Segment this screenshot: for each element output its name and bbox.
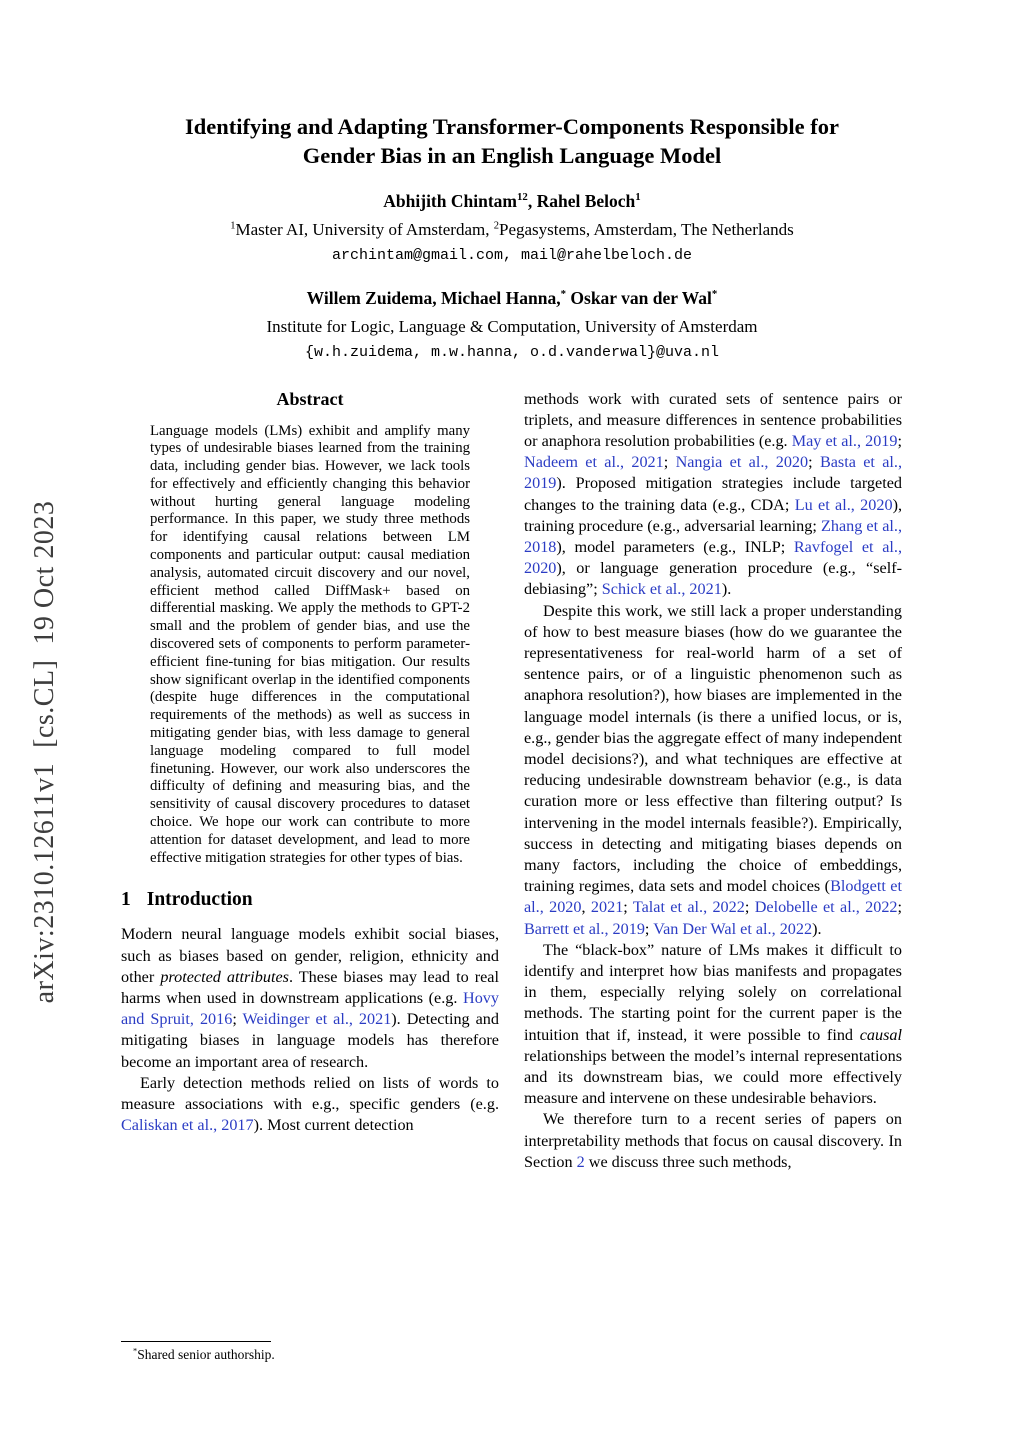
footnote-text: *Shared senior authorship. [133, 1346, 275, 1362]
emphasis-text: causal [859, 1025, 902, 1044]
author-block-1 [121, 191, 903, 264]
paragraph: The “black-box” nature of LMs makes it difficult to identify and interpret how bias manifests and propagates in them, especially relying solely on correlational methods. The starting point for the current paper is the intuition that if, instead, it were possible to find causal relationships between the model’s internal representations and its downstream bias, we could more effectively measure and intervene on these undesirable behaviors. [524, 940, 902, 1108]
citation-link[interactable]: Van Der Wal et al., 2022 [653, 919, 813, 938]
superscript-marker: 1 [635, 190, 641, 203]
two-column-body [121, 389, 903, 1367]
citation-link[interactable]: Blodgett et al., 2020 [524, 877, 902, 917]
introduction-paragraphs-left [121, 924, 499, 1136]
footnote-block [121, 1341, 499, 1363]
citation-link[interactable]: Delobelle et al., 2022 [754, 898, 898, 917]
abstract-text: Language models (LMs) exhibit and amplify many types of undesirable biases learned from the training data, including gender bias. However, we lack tools for effectively and efficiently changing this behavior without hurting general language modeling performance. In this paper, we study three methods for identifying causal relations between LM components and particular output: causal mediation analysis, automated circuit discovery and our novel, efficient method called DiffMask+ based on differential masking. We apply the methods to GPT-2 small and the problem of gender bias, and use the discovered sets of components to perform parameter-efficient fine-tuning for bias mitigation. Our results show significant overlap in the identified components (despite huge differences in the computational requirements of the methods) as well as success in mitigating gender bias, with less damage to general language modeling compared to full model finetuning. However, our work also underscores the difficulty of defining and measuring bias, and the sensitivity of causal discovery procedures to dataset choice. We hope our work can contribute to more attention for dataset development, and lead to more effective mitigation strategies for other types of bias. [150, 422, 470, 866]
affiliation-2: Institute for Logic, Language & Computation, University of Amsterdam [266, 316, 758, 336]
paragraph: Early detection methods relied on lists of words to measure associations with e.g., specific genders (e.g. Caliskan et al., 2017). Most current detection [121, 1073, 499, 1135]
emails-2: {w.h.zuidema, m.w.hanna, o.d.vanderwal}@uva.nl [304, 343, 720, 361]
superscript-marker: * [711, 287, 718, 300]
paragraph: We therefore turn to a recent series of papers on interpretability methods that focus on causal discovery. In Section 2 we discuss three such methods, [524, 1110, 902, 1171]
abstract-heading: Abstract [276, 388, 344, 409]
citation-link[interactable]: May et al., 2019 [791, 431, 898, 450]
emails-1: archintam@gmail.com, mail@rahelbeloch.de [331, 246, 693, 264]
superscript-marker: * [133, 1346, 138, 1355]
superscript-marker: 12 [517, 190, 528, 203]
abstract-section [121, 389, 499, 868]
citation-link[interactable]: Weidinger et al., 2021 [242, 1010, 392, 1029]
authors-line-1: Abhijith Chintam$^{12}$, Rahel Beloch$^1$ [383, 190, 641, 211]
section-number: 1 [121, 889, 131, 911]
paragraph: Despite this work, we still lack a proper understanding of how to best measure biases (how do we guarantee the representativeness for real-world harm of a set of sentence pairs, or of a linguistic phenomenon such as anaphora resolution?), how biases are implemented in the language model internals (is there a unified locus, or is, e.g., gender bias the aggregate effect of many independent model decisions?), and what techniques are effective at reducing undesirable downstream behavior (e.g., is data curation more or less effective than filtering output? Is intervening in the model internals feasible?). Empirically, success in detecting and mitigating biases depends on many factors, including the choice of embeddings, training regimes, data sets and model choices (Blodgett et al., 2020, 2021; Talat et al., 2022; Delobelle et al., 2022; Barrett et al., 2019; Van Der Wal et al., 2022). [524, 601, 903, 938]
citation-link[interactable]: Schick et al., 2021 [601, 580, 722, 599]
arxiv-watermark: arXiv:2310.12611v1 [cs.CL] 19 Oct 2023 [29, 500, 60, 1004]
right-column [524, 389, 902, 1367]
introduction-paragraphs-right [524, 389, 902, 1174]
citation-link[interactable]: 2021 [590, 898, 624, 917]
authors-line-2: Willem Zuidema, Michael Hanna,* Oskar van der Wal* [306, 287, 718, 308]
paragraph: Modern neural language models exhibit social biases, such as biases based on gender, religion, ethnicity and other protected attributes. These biases may lead to real harms when used in downstream applications (e.g. Hovy and Spruit, 2016; Weidinger et al., 2021). Detecting and mitigating biases in language models has therefore become an important area of research. [121, 925, 499, 1071]
citation-link[interactable]: Nadeem et al., 2021 [524, 453, 664, 472]
citation-link[interactable]: 2 [576, 1152, 585, 1171]
emphasis-text: protected attributes [160, 967, 289, 986]
section-title: Introduction [146, 889, 253, 911]
superscript-marker: 2 [493, 219, 499, 231]
section-heading-introduction [121, 889, 499, 911]
paper-title: Identifying and Adapting Transformer-Components Responsible for Gender Bias in an English Language Model [184, 114, 840, 169]
paragraph: methods work with curated sets of sentence pairs or triplets, and measure differences in sentence probabilities or anaphora resolution probabilities (e.g. May et al., 2019; Nadeem et al., 2021; Nangia et al., 2020; Basta et al., 2019). Proposed mitigation strategies include targeted changes to the training data (e.g., CDA; Lu et al., 2020), training procedure (e.g., adversarial learning; Zhang et al., 2018), model parameters (e.g., INLP; Ravfogel et al., 2020), or language generation procedure (e.g., “self-debiasing”; Schick et al., 2021). [524, 389, 903, 599]
citation-link[interactable]: Nangia et al., 2020 [675, 453, 809, 472]
superscript-marker: 1 [230, 219, 236, 231]
affiliation-1: $^1$Master AI, University of Amsterdam, $^2$Pegasystems, Amsterdam, The Netherlands [230, 219, 794, 239]
left-column [121, 389, 499, 1367]
paper-header [121, 112, 903, 361]
citation-link[interactable]: Ravfogel et al., 2020 [524, 537, 902, 578]
superscript-marker: * [560, 287, 567, 300]
author-block-2 [121, 288, 903, 361]
footnote-rule [121, 1341, 271, 1342]
citation-link[interactable]: Caliskan et al., 2017 [121, 1116, 254, 1135]
citation-link[interactable]: Barrett et al., 2019 [524, 919, 645, 938]
citation-link[interactable]: Zhang et al., 2018 [524, 516, 903, 556]
citation-link[interactable]: Basta et al., 2019 [524, 453, 903, 493]
citation-link[interactable]: Lu et al., 2020 [794, 495, 893, 514]
citation-link[interactable]: Hovy and Spruit, 2016 [121, 989, 499, 1029]
citation-link[interactable]: Talat et al., 2022 [632, 898, 745, 917]
